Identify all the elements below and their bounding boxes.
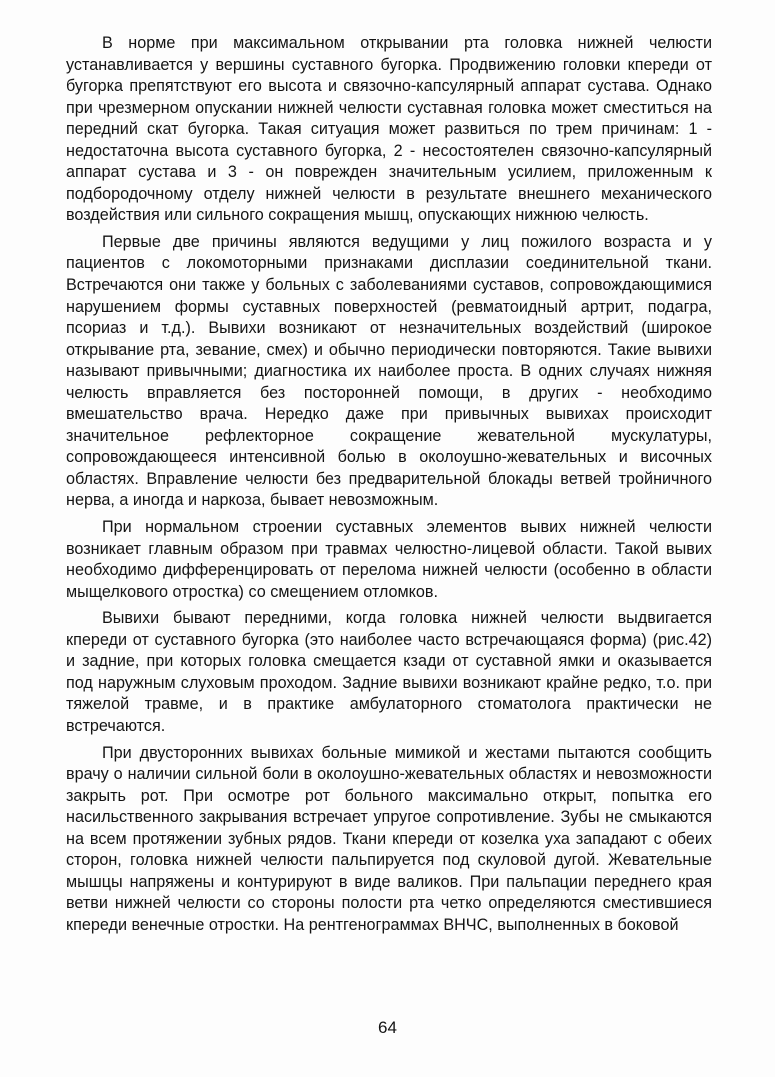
body-text: [66, 33, 712, 936]
paragraph-2: Первые две причины являются ведущими у лиц пожилого возраста и у пациентов с локомоторными признаками дисплазии соединительной ткани. Встречаются они также у больных с заболеваниями суставов, сопровождающимися нарушением формы суставных поверхностей (ревматоидный артрит, подагра, псориаз и т.д.). Вывихи возникают от незначительных воздействий (широкое открывание рта, зевание, смех) и обычно периодически повторяются. Такие вывихи называют привычными; диагностика их наиболее проста. В одних случаях нижняя челюсть вправляется без посторонней помощи, в других - необходимо вмешательство врача. Нередко даже при привычных вывихах происходит значительное рефлекторное сокращение жевательной мускулатуры, сопровождающееся интенсивной болью в околоушно-жевательных и височных областях. Вправление челюсти без предварительной блокады ветвей тройничного нерва, а иногда и наркоза, бывает невозможным.: [66, 232, 712, 510]
page-number: 64: [378, 1018, 397, 1037]
paragraph-4: Вывихи бывают передними, когда головка нижней челюсти выдвигается кпереди от суставного бугорка (это наиболее часто встречающаяся форма) (рис.42) и задние, при которых головка смещается кзади от суставной ямки и оказывается под наружным слуховым проходом. Задние вывихи возникают крайне редко, т.о. при тяжелой травме, и в практике амбулаторного стоматолога практически не встречаются.: [66, 609, 712, 735]
paragraph-3: При нормальном строении суставных элементов вывих нижней челюсти возникает главным образом при травмах челюстно-лицевой области. Такой вывих необходимо дифференцировать от перелома нижней челюсти (особенно в области мыщелкового отростка) со смещением отломков.: [66, 518, 712, 601]
paragraph-5: При двусторонних вывихах больные мимикой и жестами пытаются сообщить врачу о наличии сильной боли в околоушно-жевательных областях и невозможности закрыть рот. При осмотре рот больного максимально открыт, попытка его насильственного закрывания встречает упругое сопротивление. Зубы не смыкаются на всем протяжении зубных рядов. Ткани кпереди от козелка уха западают с обеих сторон, головка нижней челюсти пальпируется под скуловой дугой. Жевательные мышцы напряжены и контурируют в виде валиков. При пальпации переднего края ветви нижней челюсти со стороны полости рта четко определяются сместившиеся кпереди венечные отростки. На рентгенограммах ВНЧС, выполненных в боковой: [66, 743, 712, 934]
paragraph-1: В норме при максимальном открывании рта головка нижней челюсти устанавливается у вершины суставного бугорка. Продвижению головки кпереди от бугорка препятствуют его высота и связочно-капсулярный аппарат сустава. Однако при чрезмерном опускании нижней челюсти суставная головка может сместиться на передний скат бугорка. Такая ситуация может развиться по трем причинам: 1 - недостаточна высота суставного бугорка, 2 - несостоятелен связочно-капсулярный аппарат сустава и 3 - он поврежден значительным усилием, приложенным к подбородочному отделу нижней челюсти в результате внешнего механического воздействия или сильного сокращения мышц, опускающих нижнюю челюсть.: [66, 34, 712, 225]
